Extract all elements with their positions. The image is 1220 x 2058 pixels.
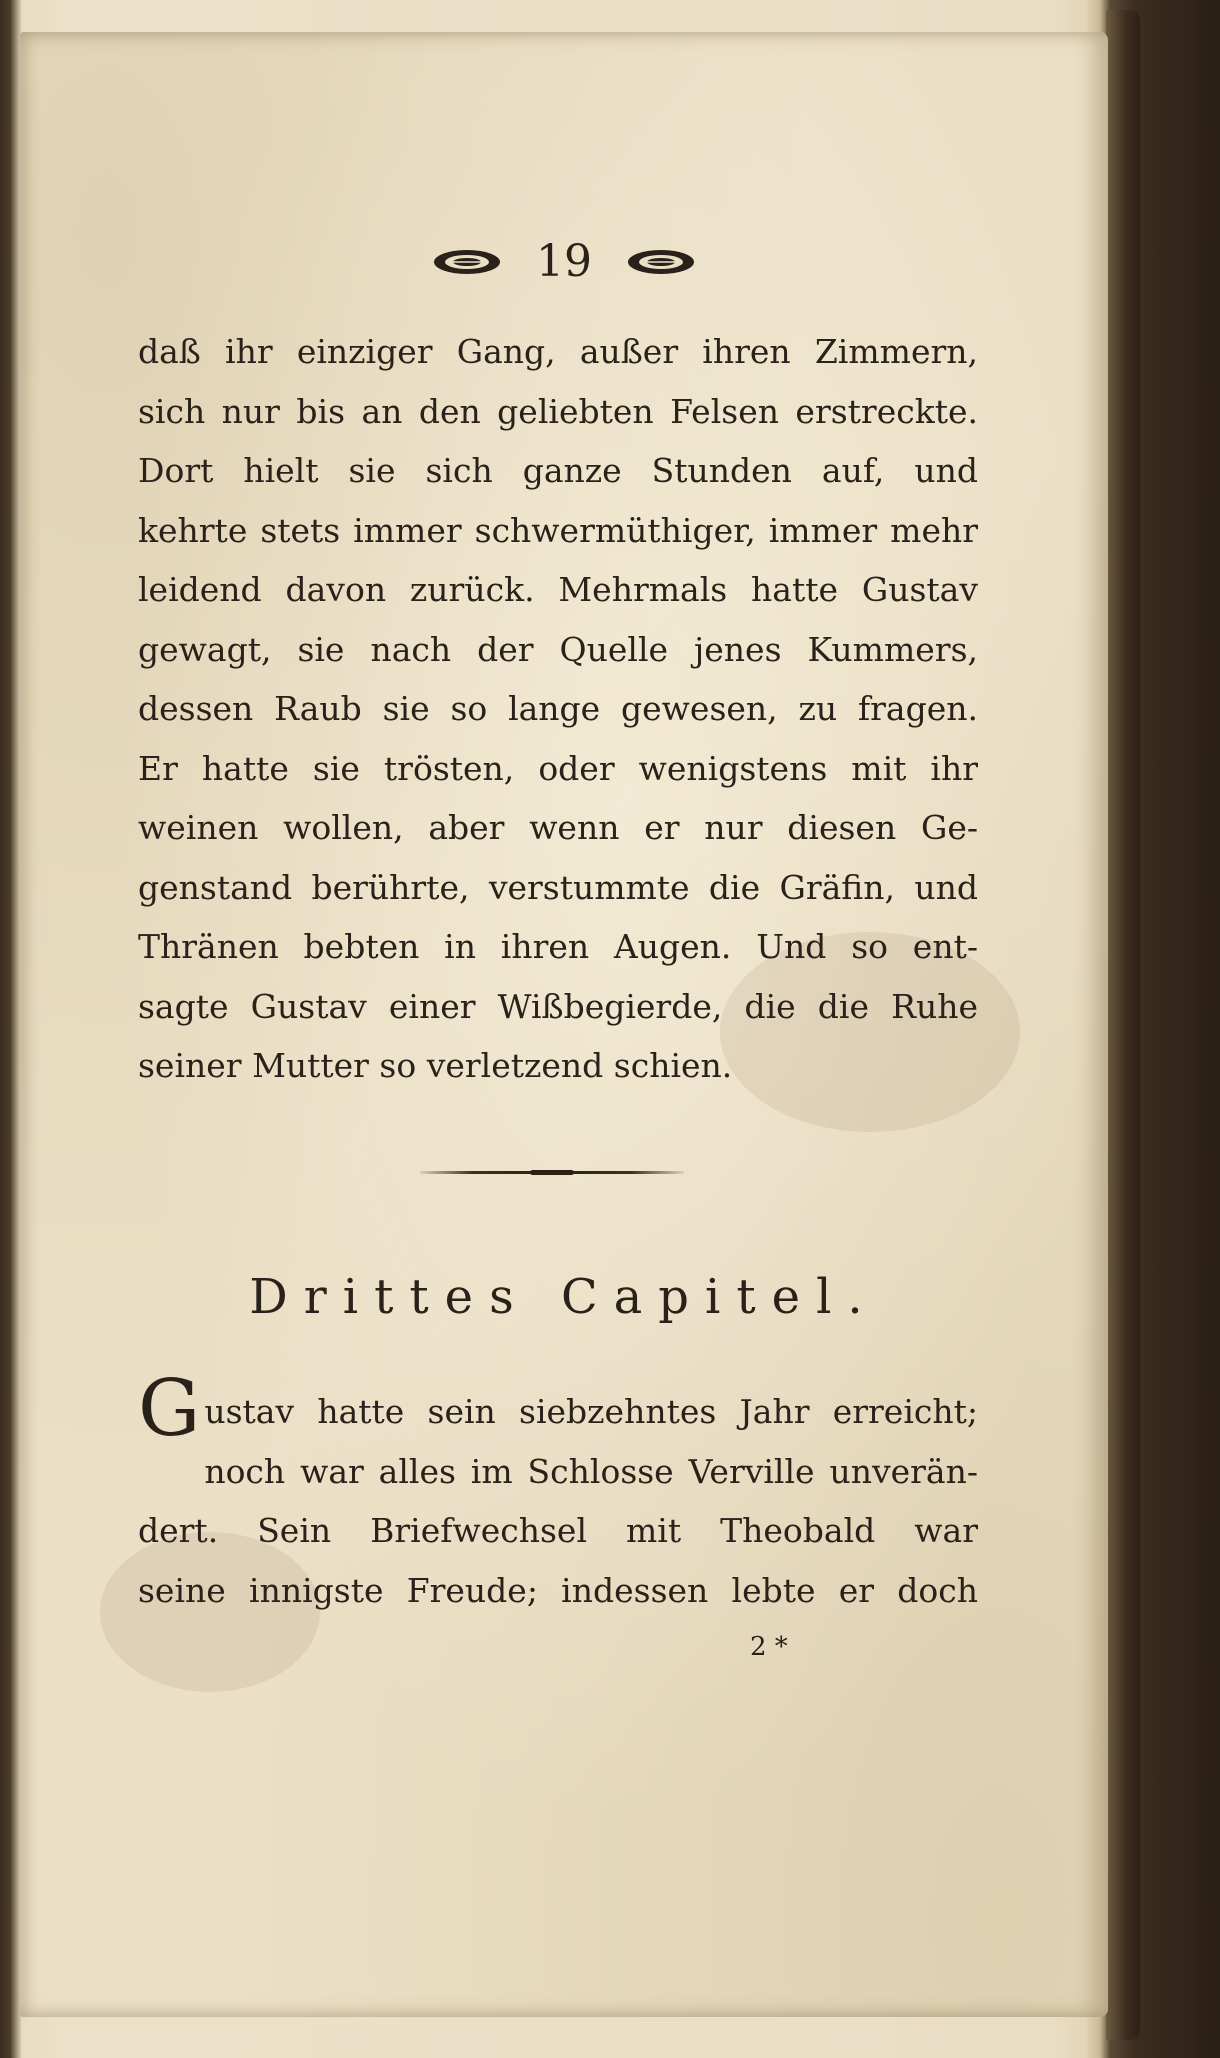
- page-number: 19: [536, 236, 592, 287]
- paragraph-text: [138, 322, 978, 1096]
- text-line: sich nur bis an den geliebten Felsen erstreckte.: [138, 391, 978, 431]
- drop-cap: G: [138, 1364, 201, 1454]
- text-line: seine innigste Freude; indessen lebte er doch: [138, 1570, 978, 1610]
- text-line: gewagt, sie nach der Quelle jenes Kummers,: [138, 629, 978, 669]
- page-header: [20, 232, 1108, 292]
- chapter-text: [138, 1364, 978, 1620]
- text-line: weinen wollen, aber wenn er nur diesen Ge-: [138, 808, 978, 847]
- book-binding-edge: [1106, 10, 1140, 2040]
- text-line: leidend davon zurück. Mehrmals hatte Gustav: [138, 570, 978, 609]
- text-line: sagte Gustav einer Wißbegierde, die die Ruhe: [138, 986, 978, 1026]
- text-line: Dort hielt sie sich ganze Stunden auf, und: [138, 451, 978, 490]
- ornament-right-icon: [626, 247, 696, 277]
- text-line: seiner Mutter so verletzend schien.: [138, 1046, 733, 1085]
- book-page: [20, 32, 1108, 2017]
- text-line: daß ihr einziger Gang, außer ihren Zimmern,: [138, 332, 978, 371]
- text-line: dessen Raub sie so lange gewesen, zu fragen.: [138, 689, 978, 728]
- text-line: dert. Sein Briefwechsel mit Theobald war: [138, 1511, 978, 1550]
- text-line: Thränen bebten in ihren Augen. Und so ent-: [138, 927, 978, 966]
- text-line: genstand berührte, verstummte die Gräfin, und: [138, 867, 978, 907]
- section-divider: [420, 1171, 684, 1174]
- signature-mark: 2 *: [750, 1632, 788, 1662]
- chapter-title: Drittes Capitel.: [249, 1269, 879, 1325]
- ornament-left-icon: [432, 247, 502, 277]
- text-line: ustav hatte sein siebzehntes Jahr erreicht;: [204, 1392, 978, 1431]
- text-line: noch war alles im Schlosse Verville unverän-: [204, 1451, 978, 1491]
- text-line: kehrte stets immer schwermüthiger, immer mehr: [138, 510, 978, 550]
- text-line: Er hatte sie trösten, oder wenigstens mit ihr: [138, 748, 978, 788]
